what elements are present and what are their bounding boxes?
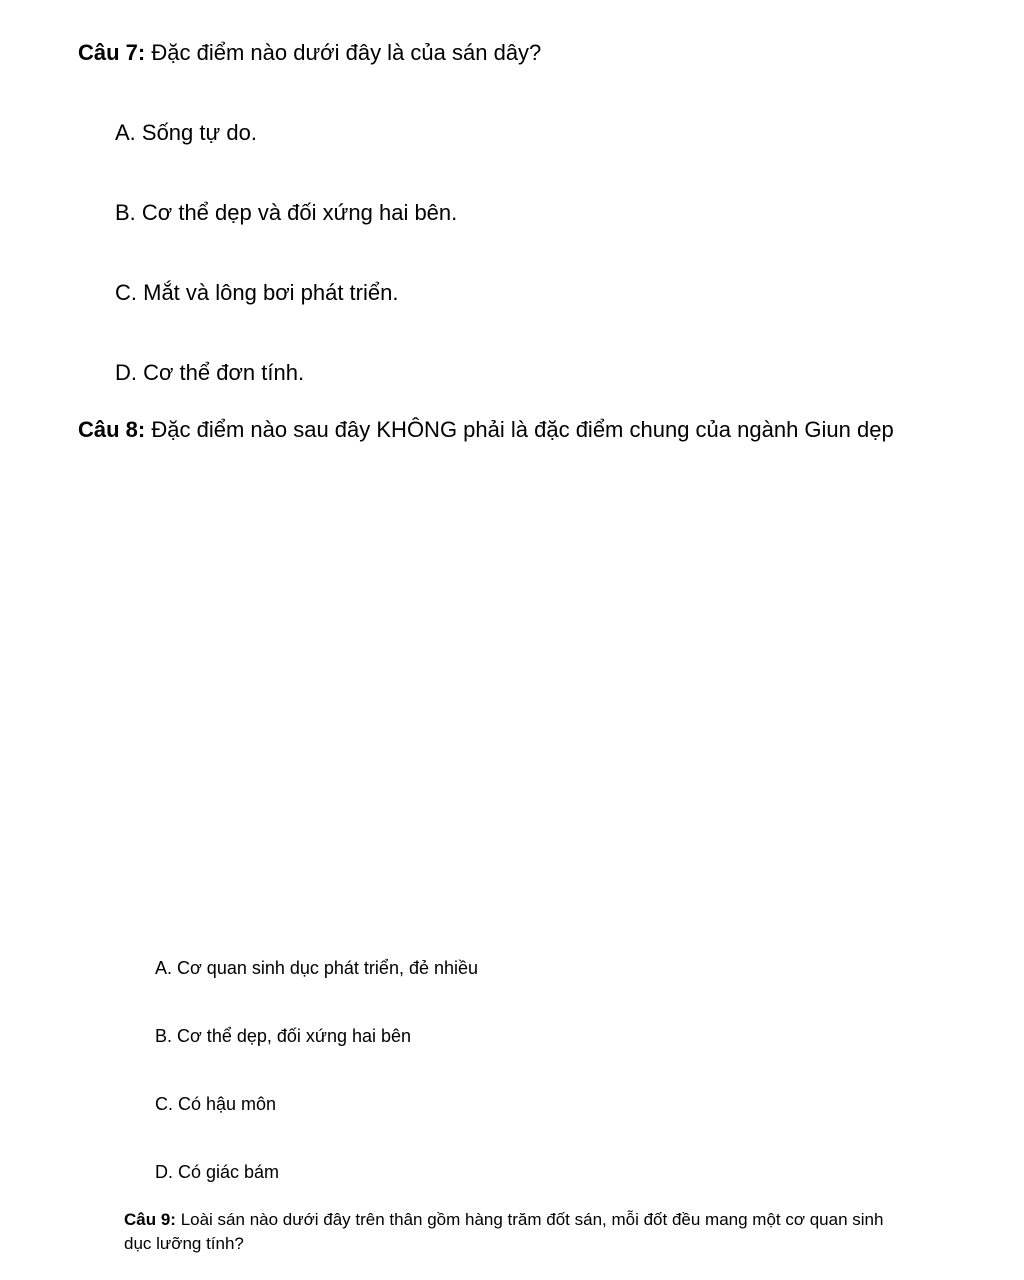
question-8-option-c: C. Có hậu môn [155, 1094, 277, 1114]
question-9-label: Câu 9: [124, 1210, 176, 1229]
question-7-stem [78, 40, 541, 66]
question-8-text: Đặc điểm nào sau đây KHÔNG phải là đặc điểm chung của ngành Giun dẹp [145, 417, 894, 442]
question-7-label: Câu 7: [78, 40, 146, 65]
question-8-option-a: A. Cơ quan sinh dục phát triển, đẻ nhiều [155, 958, 479, 978]
question-8-label: Câu 8: [78, 417, 146, 442]
question-7-text: Đặc điểm nào dưới đây là của sán dây? [145, 40, 542, 65]
question-7-option-c: C. Mắt và lông bơi phát triển. [115, 280, 399, 305]
question-8-option-b: B. Cơ thể dẹp, đối xứng hai bên [155, 1026, 412, 1046]
question-7-option-b: B. Cơ thể dẹp và đối xứng hai bên. [115, 200, 458, 225]
question-8-stem [78, 417, 894, 443]
question-9-stem [124, 1208, 914, 1256]
question-7-option-d: D. Cơ thể đơn tính. [115, 360, 305, 385]
question-7-option-a: A. Sống tự do. [115, 120, 257, 145]
question-8-option-d: D. Có giác bám [155, 1162, 280, 1182]
question-9-text: Loài sán nào dưới đây trên thân gồm hàng trăm đốt sán, mỗi đốt đều mang một cơ quan sinh dục lưỡng tính? [124, 1210, 884, 1253]
